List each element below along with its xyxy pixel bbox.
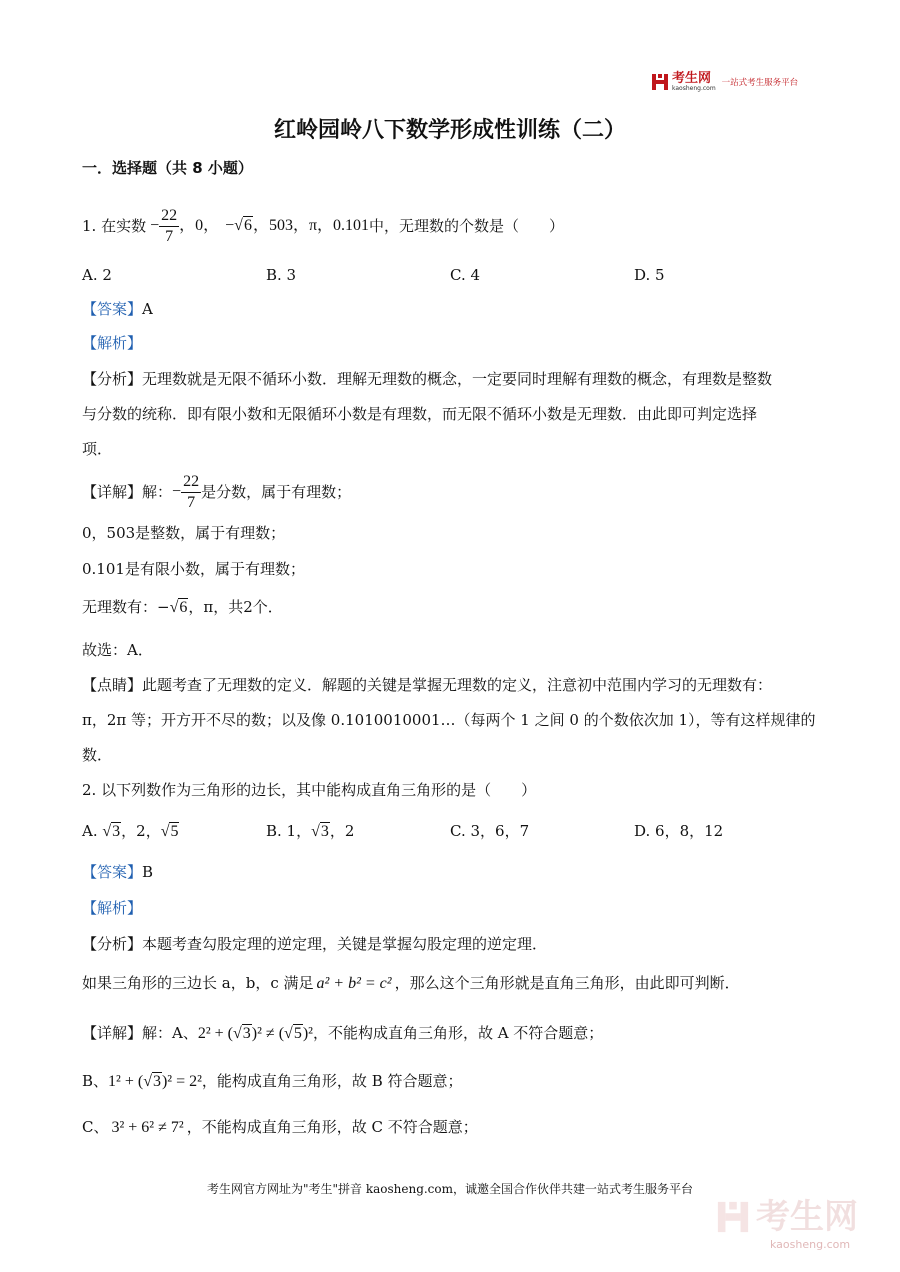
q2-cond-post: ，那么这个三角形就是直角三角形，由此即可判断． — [394, 974, 740, 992]
logo-name: 考生网 — [672, 71, 712, 86]
q2-opt-a-sqrt1: 3 — [112, 823, 121, 840]
q1-xj-pre: 解： — [142, 483, 173, 501]
q2-xa-eq2: )² ≠ ( — [251, 1025, 285, 1042]
q2-fenxi-text: 本题考查勾股定理的逆定理，关键是掌握勾股定理的逆定理． — [142, 935, 548, 953]
q2-stem: 2. 以下列数作为三角形的边长，其中能构成直角三角形的是（ ） — [82, 781, 537, 799]
q1-fenxi-tag: 【分析】 — [82, 370, 143, 388]
q1-line-c: 0.101是有限小数，属于有理数； — [82, 560, 305, 578]
q2-fenxi-tag: 【分析】 — [82, 935, 143, 953]
q1-xiangjie-tag: 【详解】 — [82, 483, 143, 501]
q1-fenxi-line-1 — [82, 368, 772, 390]
watermark-url: kaosheng.com — [770, 1238, 851, 1251]
q2-option-c: C. 3，6，7 — [450, 822, 530, 840]
q1-xj-fraction — [181, 472, 201, 513]
q1-option-a: A. 2 — [82, 266, 112, 284]
q1-xj-den: 7 — [187, 493, 196, 511]
q1-stem: 1. 在实数 − $\frac{22}{7}$ ，0， − √6 ，503，π，0.101 中，无理数的个数是（ ） — [82, 206, 565, 245]
q1-frac-num: 22 — [159, 206, 179, 227]
q1-line-b: 0，503是整数，属于有理数； — [82, 524, 286, 542]
header-logo[interactable] — [651, 72, 798, 92]
q2-option-b: B. 1，√3，2 — [266, 822, 355, 840]
q1-neg: − — [225, 217, 235, 234]
q1-answer-tag: 【答案】 — [82, 300, 143, 318]
q2-xa-pre: 解：A、 — [142, 1024, 198, 1042]
q2-answer-tag: 【答案】 — [82, 863, 143, 881]
q1-sqrt6: 6 — [243, 217, 252, 234]
q1-suffix: 中，无理数的个数是（ ） — [369, 217, 565, 235]
logo-url: kaosheng.com — [672, 85, 716, 92]
q1-option-b: B. 3 — [266, 266, 297, 284]
q2-opt-a-mid: ，2， — [121, 822, 161, 840]
q1-line-d: 无理数有：−√6，π，共2个． — [82, 598, 283, 616]
q1-xj-post: 是分数，属于有理数； — [201, 483, 352, 501]
q1-dianjing-line-1 — [82, 674, 772, 696]
q2-xa-sqrt1: 3 — [242, 1025, 251, 1042]
q2-xb-eq2: )² = 2² — [161, 1073, 202, 1090]
q1-line-d-post: ，π，共2个． — [188, 598, 283, 616]
section-heading: 一．选择题（共 8 小题） — [82, 159, 253, 177]
q2-xiangjie-c — [82, 1116, 478, 1139]
q2-xc-post: ，不能构成直角三角形，故 C 不符合题意； — [186, 1118, 478, 1136]
q2-xiangjie-b: B、1² + (√3)² = 2²，能构成直角三角形，故 B 符合题意； — [82, 1072, 463, 1090]
q1-dianjing-tag: 【点睛】 — [82, 676, 143, 694]
watermark-text: 考生网 — [756, 1197, 858, 1237]
q1-answer — [82, 298, 153, 320]
q2-condition — [82, 972, 740, 995]
q1-option-c: C. 4 — [450, 266, 481, 284]
q1-fraction — [159, 206, 179, 247]
q1-xj-num: 22 — [181, 472, 201, 493]
page-footer: 考生网官方网址为"考生"拼音 kaosheng.com，诚邀全国合作伙伴共建一站式考生服务平台 — [206, 1182, 694, 1196]
watermark — [716, 1197, 858, 1237]
q1-line-d-pre: 无理数有：− — [82, 598, 170, 616]
q2-opt-b-post: ，2 — [329, 822, 355, 840]
q1-fenxi-text-1: 无理数就是无限不循环小数．理解无理数的概念，一定要同时理解有理数的概念，有理数是整数 — [142, 370, 773, 388]
q2-cond-eq: a² + b² = c² — [316, 975, 392, 992]
q2-option-d: D. 6，8，12 — [634, 822, 724, 840]
q2-xa-sqrt2: 5 — [293, 1025, 302, 1042]
q1-dianjing-line-3: 数． — [82, 746, 113, 764]
page-title: 红岭园岭八下数学形成性训练（二） — [273, 118, 626, 143]
q2-analysis-tag: 【解析】 — [82, 899, 143, 917]
q1-xiangjie-line — [82, 467, 351, 517]
q1-line-d-sqrt: 6 — [179, 599, 188, 616]
q1-prefix: 1. 在实数 — [82, 217, 147, 235]
q1-dj-text-1: 此题考查了无理数的定义．解题的关键是掌握无理数的定义，注意初中范围内学习的无理数有： — [142, 676, 773, 694]
q2-option-a: A. √3，2，√5 — [82, 822, 179, 840]
q2-opt-b-sqrt: 3 — [320, 823, 329, 840]
q2-xiangjie-tag: 【详解】 — [82, 1024, 143, 1042]
q1-option-d: D. 5 — [634, 266, 665, 284]
q1-guxuan: 故选：A． — [82, 641, 153, 659]
q2-xa-post: ，不能构成直角三角形，故 A 不符合题意； — [312, 1024, 604, 1042]
q2-xb-eq1: 1² + ( — [108, 1073, 144, 1090]
q2-answer-value: B — [142, 863, 154, 881]
kaosheng-logo-icon — [651, 73, 669, 91]
watermark-logo-icon — [716, 1200, 750, 1234]
q2-xb-sqrt: 3 — [152, 1073, 161, 1090]
logo-slogan: 一站式考生服务平台 — [721, 78, 799, 88]
q2-opt-b-pre: B. 1， — [266, 822, 312, 840]
q2-opt-a-sqrt2: 5 — [170, 823, 179, 840]
q1-rest: ，503，π，0.101 — [252, 217, 370, 234]
q2-cond-pre: 如果三角形的三边长 a，b，c 满足 — [82, 974, 314, 992]
q1-answer-value: A — [142, 300, 153, 318]
q2-xb-pre: B、 — [82, 1072, 109, 1090]
q2-xb-post: ，能构成直角三角形，故 B 符合题意； — [201, 1072, 463, 1090]
q1-analysis-tag: 【解析】 — [82, 334, 143, 352]
q1-fenxi-line-2: 与分数的统称．即有限小数和无限循环小数是有理数，而无限不循环小数是无理数．由此即可判定选择 — [82, 405, 758, 423]
q1-frac-den: 7 — [165, 227, 174, 245]
q1-fenxi-line-3: 项． — [82, 440, 113, 458]
q1-dianjing-line-2: π，2π 等；开方开不尽的数；以及像 0.1010010001…（每两个 1 之间 0 的个数依次加 1），等有这样规律的 — [82, 711, 816, 729]
q2-opt-a-pre: A. — [82, 822, 103, 840]
q1-nums: ，0， — [179, 217, 220, 234]
q2-xiangjie-a: 【详解】解：A、2² + (√3)² ≠ (√5)²，不能构成直角三角形，故 A 不符合题意； — [82, 1024, 604, 1042]
q2-xc-pre: C、 — [82, 1118, 109, 1136]
q2-xa-eq1: 2² + ( — [197, 1025, 234, 1042]
q2-xa-eq3: )² — [302, 1025, 313, 1042]
q2-xc-eq: 3² + 6² ≠ 7² — [111, 1119, 184, 1136]
q2-answer — [82, 861, 153, 883]
q1-xj-minus: − — [172, 483, 182, 500]
q2-fenxi — [82, 933, 547, 955]
